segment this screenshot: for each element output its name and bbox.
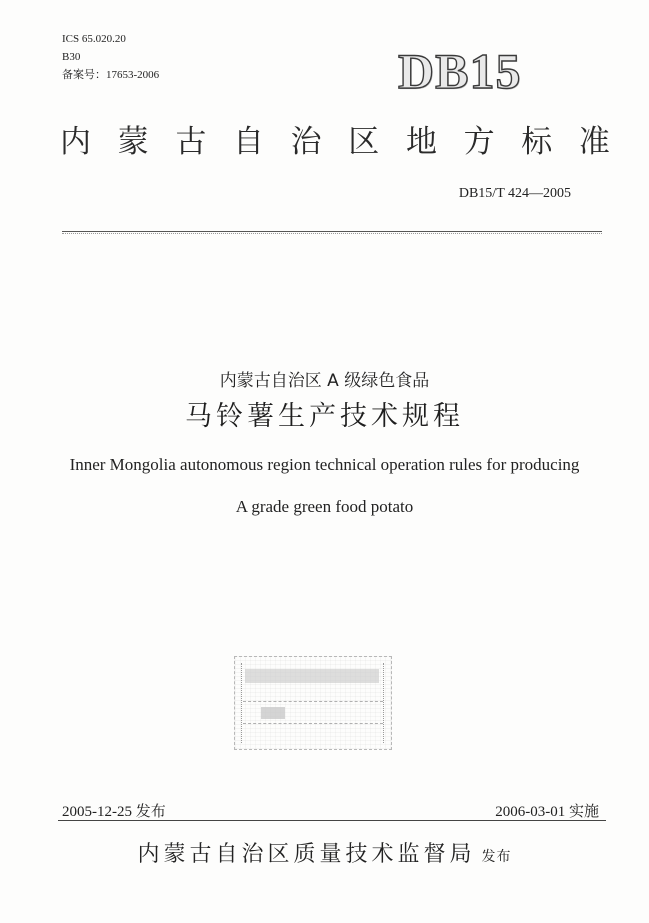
stamp-mark bbox=[261, 707, 285, 719]
header-divider bbox=[62, 231, 602, 232]
filing-number: 备案号：17653-2006 bbox=[62, 69, 160, 81]
document-subtitle: 内蒙古自治区 A 级绿色食品 bbox=[219, 371, 430, 391]
footer-divider bbox=[58, 820, 606, 821]
standard-type-char: 准 bbox=[578, 124, 610, 160]
standard-type-char: 自 bbox=[232, 124, 264, 160]
document-main-title: 马铃薯生产技术规程 bbox=[185, 401, 464, 432]
standard-type-char: 地 bbox=[405, 124, 437, 160]
standard-number: DB15/T 424—2005 bbox=[458, 186, 571, 201]
classification-block bbox=[62, 30, 159, 84]
standard-type-char: 内 bbox=[60, 124, 91, 160]
publisher-name: 内蒙古自治区质量技术监督局 bbox=[137, 842, 476, 867]
stamp-line bbox=[243, 723, 383, 724]
implementation-date: 2006-03-01 实施 bbox=[495, 804, 599, 820]
header-divider-shadow bbox=[62, 233, 602, 234]
category-code: B30 bbox=[62, 51, 81, 63]
faded-stamp-box bbox=[234, 656, 392, 750]
publisher-line bbox=[0, 837, 649, 868]
standard-type-char: 蒙 bbox=[117, 124, 149, 160]
stamp-border-left bbox=[241, 663, 242, 743]
standard-type-char: 古 bbox=[175, 124, 207, 160]
stamp-header-bar bbox=[245, 669, 379, 683]
ics-code: ICS 65.020.20 bbox=[62, 33, 126, 45]
publisher-suffix: 发布 bbox=[481, 849, 512, 865]
stamp-line bbox=[243, 701, 383, 702]
standard-type-char: 区 bbox=[348, 124, 380, 160]
db15-logo: DB15 bbox=[398, 43, 522, 99]
issue-date: 2005-12-25 发布 bbox=[62, 804, 166, 820]
standard-type-char: 标 bbox=[521, 124, 553, 160]
english-title-line-2: A grade green food potato bbox=[235, 497, 414, 516]
stamp-border-right bbox=[383, 663, 384, 743]
standard-type-char: 方 bbox=[463, 124, 495, 160]
english-title-line-1: Inner Mongolia autonomous region technical operation rules for producing bbox=[69, 455, 580, 474]
standard-type-char: 治 bbox=[290, 124, 322, 160]
standard-type-title bbox=[60, 122, 610, 162]
